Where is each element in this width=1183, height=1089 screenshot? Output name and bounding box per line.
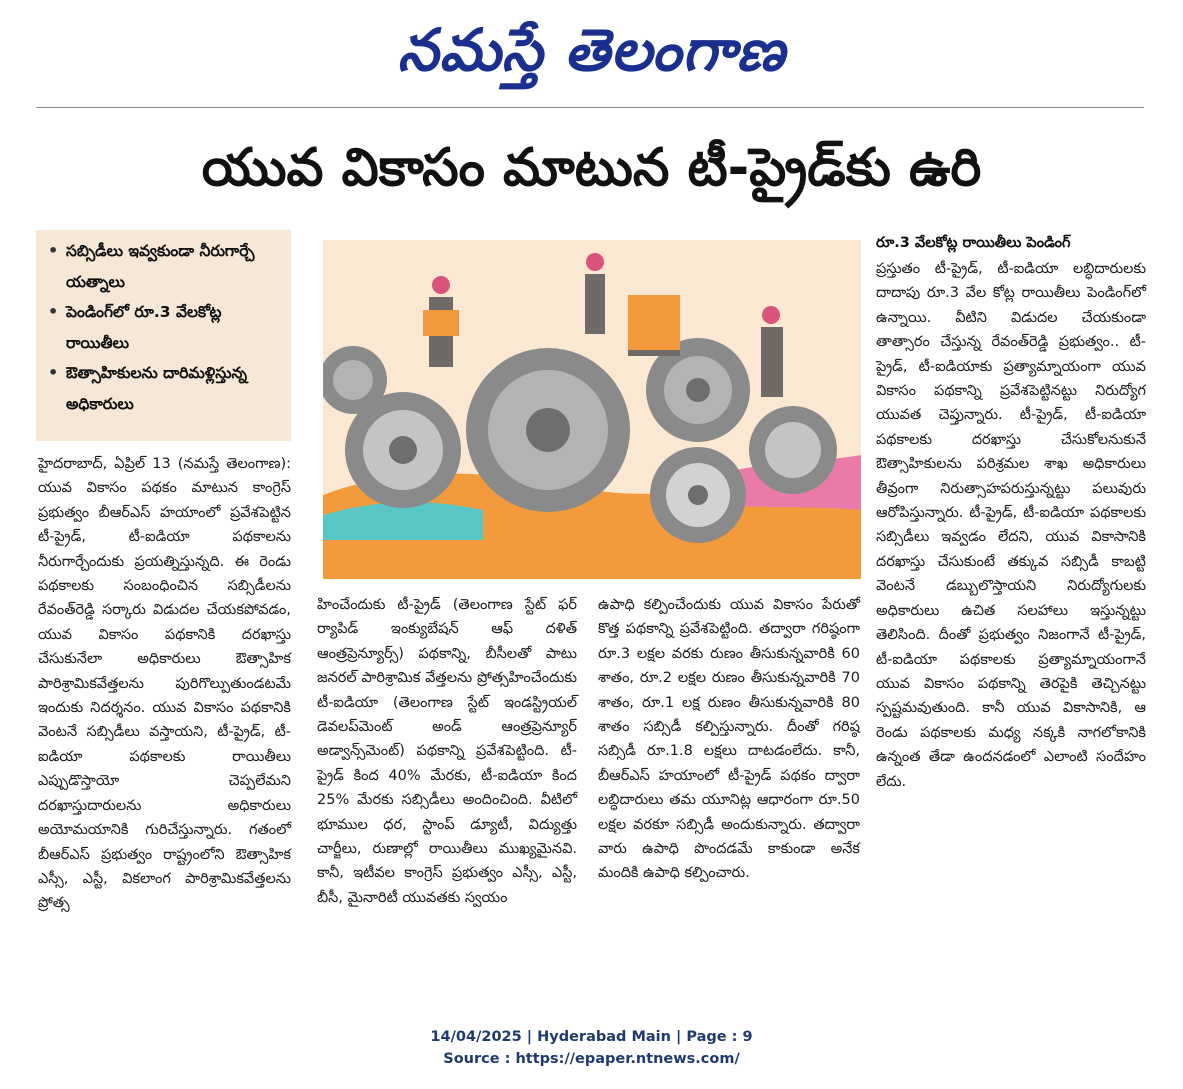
highlight-item: • పెండింగ్‌లో రూ.3 వేలకోట్ల రాయితీలు: [48, 297, 283, 358]
subheading: రూ.3 వేలకోట్ల రాయితీలు పెండింగ్: [876, 235, 1071, 251]
source-link[interactable]: Source : https://epaper.ntnews.com/: [443, 1051, 740, 1067]
article-column-3: [598, 593, 860, 886]
gears-illustration: [323, 240, 861, 579]
headline: యువ వికాసం మాటున టీ-ప్రైడ్‌కు ఉరి: [201, 138, 982, 198]
article-text: హించేందుకు టీ-ప్రైడ్ (తెలంగాణ స్టేట్ ఫర్ ర్యాపిడ్ ఇంక్యుబేషన్ ఆఫ్ దళిత్ ఆంత్రప్రెన్యూర్స్) పథకాన్ని, బీసీలతో పాటు జనరల్ పారిశ్రామిక వేత్తలను ప్రోత్సహించేందుకు టీ-ఐడియా (తెలంగాణ స్టేట్ ఇండస్ట్రియల్ డెవలప్‌మెంట్ అండ్ ఆంత్రప్రెన్యూర్ అడ్వాన్స్‌మెంట్) పథకాన్ని ప్రవేశపెట్టింది. టీ-ప్రైడ్ కింద 40% మేరకు, టీ-ఐడియా కింద 25% మేరకు సబ్సిడీలు అందించింది. వీటిలో భూముల ధర, స్టాంప్ డ్యూటీ, విద్యుత్తు చార్జీలు, రుణాల్లో రాయితీలు ముఖ్యమైనవి. కానీ, ఇటీవల కాంగ్రెస్ ప్రభుత్వం ఎస్సీ, ఎస్టీ, బీసీ, మైనారిటీ యువతకు స్వయం: [317, 597, 577, 906]
page-footer: [0, 1026, 1183, 1070]
masthead-divider: [36, 107, 1144, 108]
edition-info: 14/04/2025 | Hyderabad Main | Page : 9: [430, 1029, 753, 1045]
article-text: ప్రస్తుతం టీ-ప్రైడ్, టీ-ఐడియా లబ్ధిదారులకు దాదాపు రూ.3 వేల కోట్ల రాయితీలు పెండింగ్‌లో ఉన్నాయి. వీటిని విడుదల చేయకుండా తాత్సారం చేస్తున్న రేవంత్‌రెడ్డి ప్రభుత్వం.. టీ-ప్రైడ్, టీ-ఐడియాకు ప్రత్యామ్నాయంగా యువ వికాసం పథకాన్ని ప్రవేశపెట్టినట్టు నిరుద్యోగ యువత చెప్తున్నారు. టీ-ప్రైడ్, టీ-ఐడియా పథకాలకు దరఖాస్తు చేసుకోలనుకునే ఔత్సాహికులను పరిశ్రమల శాఖ అధికారులు తీవ్రంగా నిరుత్సాహపరుస్తున్నట్టు పలువురు ఆరోపిస్తున్నారు. టీ-ప్రైడ్, టీ-ఐడియా పథకాలకు సబ్సిడీలు ఇవ్వడం లేదని, యువ వికాసానికి దరఖాస్తు చేసుకుంటే తక్కువ సబ్సిడీ కాబట్టి వెంటనే డబ్బులొస్తాయని నిరుద్యోగులకు అధికారులు ఉచిత సలహాలు ఇస్తున్నట్టు తెలిసింది. దీంతో ప్రభుత్వం నిజంగానే టీ-ప్రైడ్, టీ-ఐడియా పథకాలకు ప్రత్యామ్నాయంగానే యువ వికాసం పథకాన్ని తెరపైకి తెచ్చినట్టు స్పష్టమవుతుంది. కానీ యువ వికాసానికి, ఆ రెండు పథకాలకు మధ్య నక్కకి నాగలోకానికి ఉన్నంత తేడా ఉందనడంలో ఎలాంటి సందేహం లేదు.: [876, 261, 1146, 790]
article-column-2: [317, 593, 577, 910]
highlight-item: • సబ్సిడీలు ఇవ్వకుండా నీరుగార్చే యత్నాలు: [48, 236, 283, 297]
article-text: హైదరాబాద్, ఏప్రిల్ 13 (నమస్తే తెలంగాణ): యువ వికాసం పథకం మాటున కాంగ్రెస్ ప్రభుత్వం బీఆర్ఎస్ హయాంలో ప్రవేశపెట్టిన టీ-ప్రైడ్, టీ-ఐడియా పథకాలను నీరుగార్చేందుకు ప్రయత్నిస్తున్నది. ఈ రెండు పథకాలకు సంబంధించిన సబ్సిడీలను రేవంత్‌రెడ్డి సర్కారు విడుదల చేయకపోవడం, యువ వికాసం పథకానికి దరఖాస్తు చేసుకునేలా అధికారులు ఔత్సాహిక పారిశ్రామికవేత్తలను పురిగొల్పుతుండటమే ఇందుకు నిదర్శనం. యువ వికాసం పథకానికి వెంటనే సబ్సిడీలు వస్తాయని, టీ-ప్రైడ్, టీ-ఐడియా పథకాలకు రాయితీలు ఎప్పుడొస్తాయో చెప్పలేమని దరఖాస్తుదారులను అధికారులు అయోమయానికి గురిచేస్తున్నారు. గతంలో బీఆర్ఎస్ ప్రభుత్వం రాష్ట్రంలోని ఔత్సాహిక ఎస్సీ, ఎస్టీ, వికలాంగ పారిశ్రామికవేత్తలను ప్రోత్స: [38, 456, 291, 912]
article-column-4: [876, 257, 1146, 794]
highlight-item: • ఔత్సాహికులను దారిమళ్లిస్తున్న అధికారులు: [48, 358, 283, 419]
article-column-1: [38, 452, 291, 916]
article-text: ఉపాధి కల్పించేందుకు యువ వికాసం పేరుతో కొత్త పథకాన్ని ప్రవేశపెట్టింది. తద్వారా గరిష్ఠంగా రూ.3 లక్షల వరకు రుణం తీసుకున్నవారికి 60 శాతం, రూ.2 లక్షల రుణం తీసుకున్నవారికి 70 శాతం, రూ.1 లక్ష రుణం తీసుకున్నవారికి 80 శాతం సబ్సిడీ కల్పిస్తున్నారు. దీంతో గరిష్ఠ సబ్సిడీ రూ.1.8 లక్షలు దాటడంలేదు. కానీ, బీఆర్ఎస్ హయాంలో టీ-ప్రైడ్ పథకం ద్వారా లబ్ధిదారులు తమ యూనిట్ల ఆధారంగా రూ.50 లక్షల వరకూ సబ్సిడీ అందుకున్నారు. తద్వారా వారు ఉపాధి పొందడమే కాకుండా అనేక మందికి ఉపాధి కల్పించారు.: [598, 597, 860, 882]
highlights-box: [36, 230, 291, 441]
masthead: నమస్తే తెలంగాణ: [397, 16, 786, 84]
